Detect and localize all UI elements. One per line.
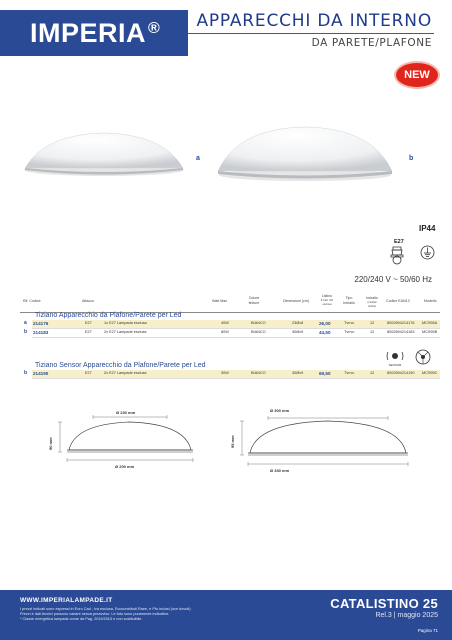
row-watt: 30W xyxy=(221,371,229,375)
row-price: 26,00 xyxy=(319,320,331,326)
row-price: 69,50 xyxy=(319,370,331,376)
table-row xyxy=(20,320,440,328)
th-pack: Imballo (multipli ordine) xyxy=(366,296,378,308)
ip-rating: IP44 xyxy=(419,224,436,233)
catalog-title: CATALISTINO 25 xyxy=(330,596,438,611)
svg-text:SENSOR: SENSOR xyxy=(388,363,402,367)
row-watt: 80W xyxy=(221,330,229,334)
row-code: 214190 xyxy=(33,370,49,376)
row-dimensions: 30Øx9 xyxy=(292,371,304,375)
th-socket: Attacco xyxy=(82,299,94,303)
row-type: Tvrno. xyxy=(344,321,355,325)
page-title: APPARECCHI DA INTERNO xyxy=(196,11,432,31)
row-code: 214183 xyxy=(33,329,49,335)
row-model: MCS95B xyxy=(422,330,438,334)
row-highlight xyxy=(32,320,440,328)
row-socket: E27 xyxy=(85,321,92,325)
row-ean: 8002694214190 xyxy=(387,371,415,375)
row-letter: b xyxy=(24,370,28,376)
th-price: Listino € Cad. IVA esclusa xyxy=(320,294,334,306)
row-ean: 8002694214183 xyxy=(387,330,415,334)
row-lamp: 1x E27 Lampada esclusa xyxy=(104,321,147,325)
row-pack: 12 xyxy=(370,321,375,325)
th-watt: Watt Max xyxy=(212,299,228,303)
th-ean: Codice EAN13 xyxy=(386,299,410,303)
table-row xyxy=(20,370,440,378)
row-lamp: 2x E27 Lampade escluse xyxy=(104,371,147,375)
table-header xyxy=(20,292,440,312)
row-type: Tvrno. xyxy=(344,371,355,375)
title-divider xyxy=(188,33,434,34)
row-model: MCS95C xyxy=(422,371,438,375)
row-price: 44,50 xyxy=(319,329,331,335)
dim-b-bottom: Ø 330 mm xyxy=(270,468,290,473)
row-model: MCS95A xyxy=(422,321,438,325)
row-dimensions: 30Øx9 xyxy=(292,330,304,334)
dim-a-bottom: Ø 200 mm xyxy=(115,464,135,469)
footer-note-3: * Classe energetica lampada come da Pag. 2019/2015 e non sostituibile. xyxy=(20,617,143,621)
table-row xyxy=(20,329,440,337)
photo-label-b: b xyxy=(409,155,414,162)
th-dimensions: Dimensioni (cm) xyxy=(283,299,309,303)
footer-note-1: I prezzi indicati sono espressi in Euro Cad., Iva esclusa, Ecocontributi Raee, e Pfu inclusi (ove dovuti). xyxy=(20,607,192,611)
row-color: BIANCO xyxy=(251,321,266,325)
row-pack: 12 xyxy=(370,330,375,334)
row-ean: 8002694214176 xyxy=(387,321,415,325)
ground-icon xyxy=(420,245,435,260)
row-pack: 12 xyxy=(370,371,375,375)
row-color: BIANCO xyxy=(251,371,266,375)
footer xyxy=(0,590,452,640)
voltage-spec: 220/240 V ~ 50/60 Hz xyxy=(354,275,432,284)
drawing-b xyxy=(238,405,418,480)
sensor-icon xyxy=(385,350,405,368)
row-lamp: 2x E27 Lampade escluse xyxy=(104,330,147,334)
photo-label-a: a xyxy=(196,155,200,162)
row-code: 214176 xyxy=(33,320,49,326)
section-title-2: Tiziano Sensor Apparecchio da Plafone/Parete per Led xyxy=(35,362,206,369)
th-code: Rif. Codice xyxy=(23,299,41,303)
page-number: Pagina 71 xyxy=(417,628,438,633)
catalog-release: Rel.3 | maggio 2025 xyxy=(375,612,438,619)
row-letter: a xyxy=(24,320,27,326)
brand-logo: IMPERIA ® xyxy=(30,18,161,48)
row-socket: E27 xyxy=(85,371,92,375)
row-color: BIANCO xyxy=(251,330,266,334)
row-watt: 40W xyxy=(221,321,229,325)
detection-range-icon xyxy=(412,349,434,369)
row-type: Tvrno. xyxy=(344,330,355,334)
bulb-icon xyxy=(386,245,408,265)
th-color: Colore finiture xyxy=(248,296,260,305)
row-dimensions: 23Øx8 xyxy=(292,321,304,325)
row-divider xyxy=(32,378,440,379)
page-subtitle: DA PARETE/PLAFONE xyxy=(311,37,432,49)
dim-a-height: 90 mm xyxy=(48,437,53,450)
footer-url[interactable]: WWW.IMPERIALAMPADE.IT xyxy=(20,597,113,604)
row-socket: E27 xyxy=(85,330,92,334)
new-badge: NEW xyxy=(396,63,438,87)
socket-label: E27 xyxy=(394,239,404,245)
dim-a-top: Ø 230 mm xyxy=(116,410,136,415)
footer-note-2: Prezzi e dati tecnici possono variare senza preavviso. Le foto sono puramente indicative. xyxy=(20,612,170,616)
row-letter: b xyxy=(24,329,28,335)
lamp-photo-b xyxy=(210,125,400,183)
lamp-photo-a xyxy=(15,130,193,178)
row-highlight xyxy=(32,370,440,378)
row-divider xyxy=(32,337,440,338)
brand-bar xyxy=(0,10,188,56)
section-title-1: Tiziano Apparecchio da Plafone/Parete per Led xyxy=(35,312,182,319)
dim-b-height: 95 mm xyxy=(230,435,235,448)
th-type: Tipo Imballo xyxy=(343,296,355,305)
dim-b-top: Ø 300 mm xyxy=(270,408,290,413)
th-model: Modello xyxy=(424,299,437,303)
